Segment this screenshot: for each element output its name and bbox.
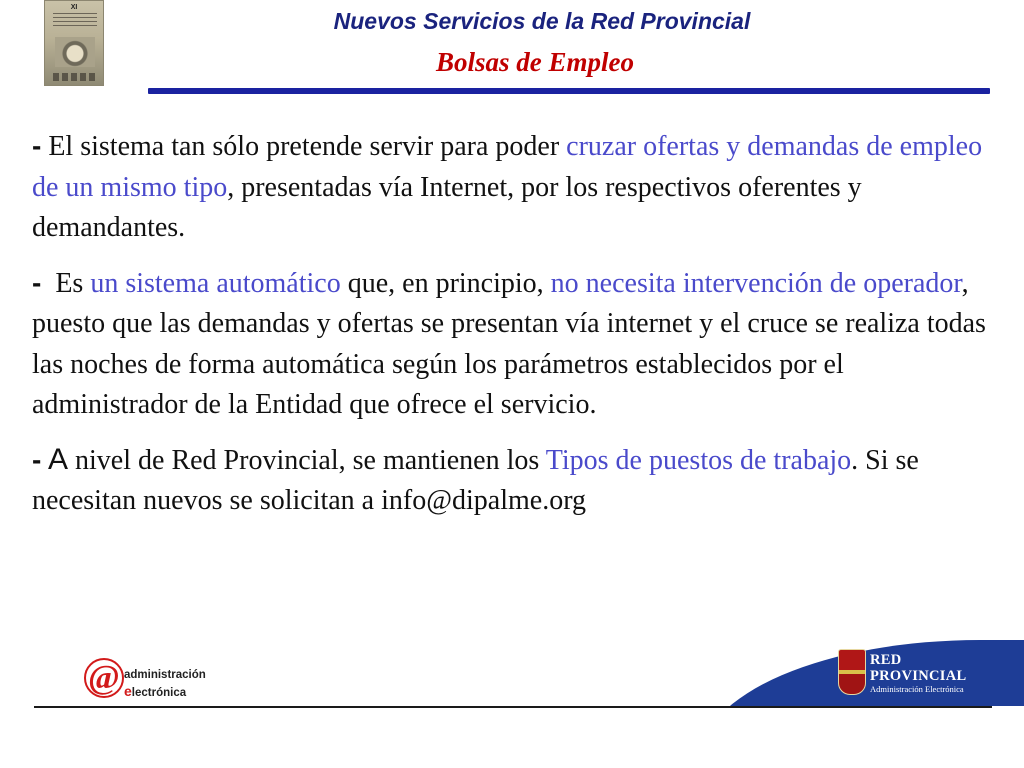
bullet-1-text-1: El sistema tan sólo pretende servir para poder	[41, 131, 567, 162]
bullet-dash: -	[32, 266, 42, 298]
administracion-electronica-logo	[84, 658, 214, 704]
bullet-dash: -	[32, 443, 42, 475]
ae-logo-line2-rest: lectrónica	[131, 687, 187, 699]
bullet-3-initial-letter: A	[41, 442, 69, 476]
rp-logo-line2: PROVINCIAL	[870, 668, 967, 684]
footer-divider	[34, 706, 992, 708]
bullet-2-highlight-1: un sistema automático	[90, 267, 341, 299]
red-provincial-logo	[836, 647, 996, 703]
rp-logo-line1: RED	[870, 652, 902, 668]
bullet-1-text-2: , presentadas vía Internet, por los respectivos oferentes y demandantes.	[32, 171, 862, 243]
ae-logo-line2	[124, 683, 186, 699]
bullet-3	[32, 440, 992, 522]
bullet-2-text-2: que, en principio,	[340, 267, 551, 299]
at-sign-icon: @	[84, 658, 124, 698]
bullet-3-text-2: . Si se necesitan nuevos se solicitan a info@dipalme.org	[32, 444, 919, 516]
bullet-2-text-1: Es	[41, 267, 91, 299]
poster-label: XI	[70, 4, 78, 11]
ae-logo-e: e	[124, 683, 132, 699]
rp-logo-line3: Administración Electrónica	[870, 684, 964, 694]
bullet-1-highlight-1: cruzar ofertas y demandas de empleo de un mismo tipo	[32, 131, 983, 203]
coat-of-arms-icon	[838, 649, 866, 695]
bullet-2-text-3: , puesto que las demandas y ofertas se presentan vía internet y el cruce se realiza todas las noches de forma automática según los parámetros establecidos por el administrador de la Entidad que ofrece el servicio.	[32, 267, 986, 420]
ae-logo-line1: administración	[124, 669, 206, 681]
bullet-3-text-1: nivel de Red Provincial, se mantienen los	[68, 444, 546, 476]
bullet-1	[32, 126, 992, 249]
bullet-3-highlight-1: Tipos de puestos de trabajo	[545, 444, 852, 476]
bullet-2-highlight-2: no necesita intervención de operador	[550, 267, 962, 299]
bullet-dash: -	[32, 130, 42, 161]
slide-body	[32, 126, 992, 536]
title-underline	[148, 88, 990, 94]
slide-title: Nuevos Servicios de la Red Provincial	[333, 8, 751, 34]
bullet-2	[32, 263, 992, 426]
slide-subtitle: Bolsas de Empleo	[435, 47, 634, 77]
rp-logo-title	[870, 652, 966, 684]
